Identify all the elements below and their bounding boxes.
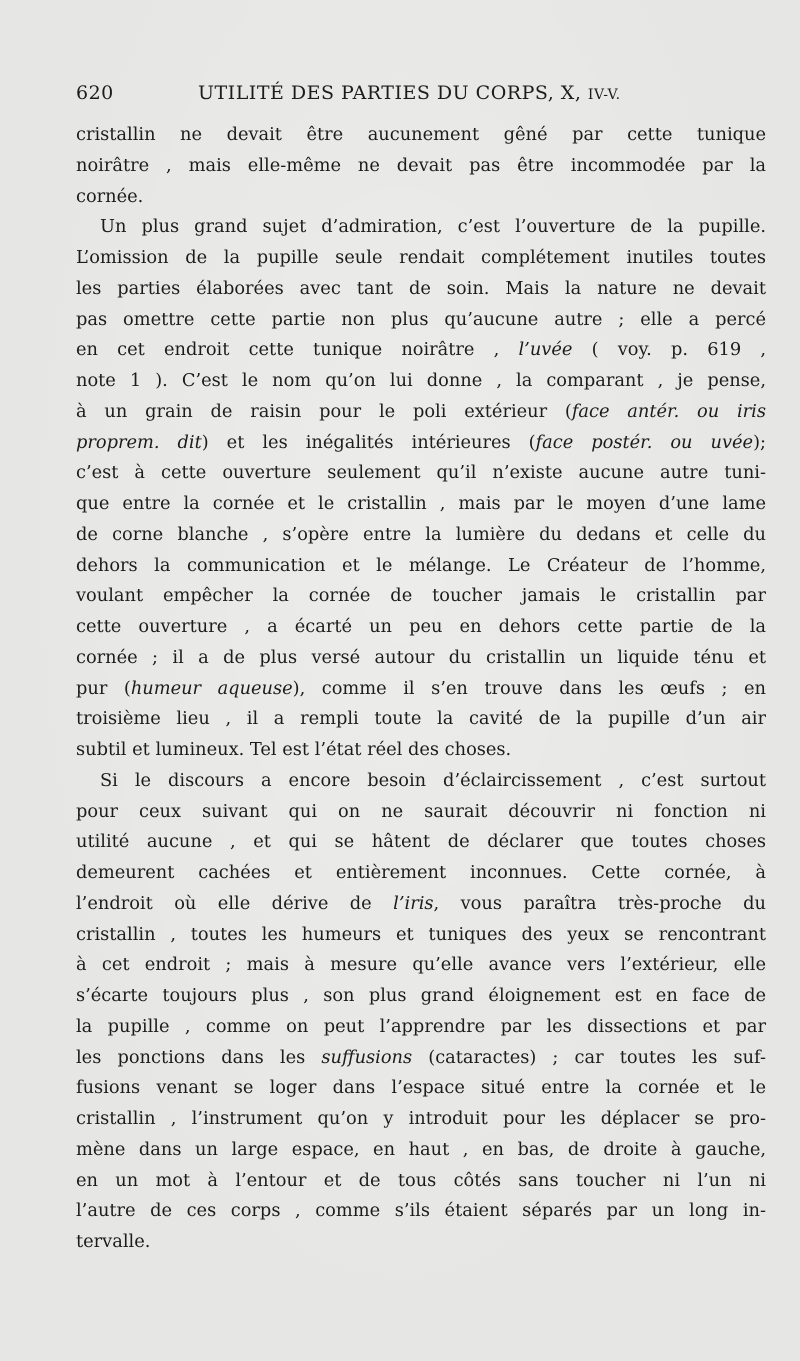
text-line: [76, 335, 766, 366]
text-segment: pas omettre cette partie non plus qu’aucune autre ; elle a percé: [76, 308, 766, 330]
text-segment: cristallin , l’instrument qu’on y introduit pour les déplacer se pro-: [76, 1108, 766, 1129]
text-line: [76, 827, 766, 858]
text-segment: ) et les inégalités intérieures (: [201, 431, 536, 453]
text-segment: demeurent cachées et entièrement inconnues. Cette cornée, à: [76, 862, 766, 883]
text-segment: L’omission de la pupille seule rendait complétement inutiles toutes: [76, 247, 766, 268]
text-line: [76, 182, 766, 213]
text-segment: , vous paraîtra très-proche du: [433, 892, 767, 914]
text-line: [76, 1196, 766, 1227]
text-segment: subtil et lumineux. Tel est l’état réel des choses.: [76, 739, 512, 760]
text-line: [76, 858, 766, 889]
text-line: [76, 735, 766, 766]
text-line: [76, 243, 766, 274]
text-line: [76, 1166, 766, 1197]
text-line: [76, 612, 766, 643]
text-segment: à un grain de raisin pour le poli extérieur (: [76, 400, 572, 422]
italic-term: l’uvée: [518, 339, 573, 361]
text-segment: en un mot à l’entour et de tous côtés sans toucher ni l’un ni: [76, 1169, 766, 1191]
text-line: [76, 1227, 766, 1258]
text-segment: cette ouverture , a écarté un peu en dehors cette partie de la: [76, 616, 766, 637]
text-line: [76, 674, 766, 705]
text-segment: );: [753, 431, 766, 453]
text-segment: note 1 ). C’est le nom qu’on lui donne , la comparant , je pense,: [76, 370, 766, 391]
text-line: [76, 1135, 766, 1166]
text-segment: pur (: [76, 677, 131, 699]
text-segment: c’est à cette ouverture seulement qu’il n’existe aucune autre tuni-: [76, 462, 766, 484]
text-line: [76, 1012, 766, 1043]
text-line: [76, 489, 766, 520]
text-line: [76, 797, 766, 828]
text-segment: cornée ; il a de plus versé autour du cristallin un liquide ténu et: [76, 646, 766, 668]
text-line: [76, 305, 766, 336]
text-segment: ( voy. p. 619 ,: [572, 339, 766, 361]
text-line: [76, 581, 766, 612]
text-line: [76, 1073, 766, 1104]
text-segment: les parties élaborées avec tant de soin. Mais la nature ne devait: [76, 277, 766, 299]
text-line: [76, 950, 766, 981]
text-segment: tervalle.: [76, 1231, 151, 1252]
italic-term: l’iris: [393, 892, 434, 914]
text-line: [76, 551, 766, 582]
italic-term: suffusions: [321, 1046, 413, 1068]
text-segment: dehors la communication et le mélange. Le Créateur de l’homme,: [76, 554, 766, 576]
text-line: [76, 366, 766, 397]
italic-term: proprem. dit: [76, 431, 202, 453]
text-segment: mène dans un large espace, en haut , en bas, de droite à gauche,: [76, 1138, 766, 1160]
body-text: [76, 120, 766, 1258]
text-segment: (cataractes) ; car toutes les suf-: [412, 1046, 766, 1068]
text-segment: utilité aucune , et qui se hâtent de déclarer que toutes choses: [76, 831, 766, 853]
text-segment: de corne blanche , s’opère entre la lumière du dedans et celle du: [76, 523, 766, 545]
text-line: [76, 766, 766, 797]
text-segment: troisième lieu , il a rempli toute la cavité de la pupille d’un air: [76, 708, 766, 730]
italic-term: face postér. ou uvée: [535, 431, 754, 453]
text-segment: voulant empêcher la cornée de toucher jamais le cristallin par: [76, 585, 766, 607]
text-line: [76, 520, 766, 551]
text-line: [76, 212, 766, 243]
text-line: [76, 704, 766, 735]
text-segment: l’endroit où elle dérive de: [76, 892, 394, 914]
text-segment: s’écarte toujours plus , son plus grand éloignement est en face de: [76, 985, 766, 1006]
italic-term: face antér. ou iris: [571, 400, 766, 422]
running-title-section: IV-V.: [587, 87, 621, 103]
running-title: [198, 82, 621, 104]
text-segment: Un plus grand sujet d’admiration, c’est l’ouverture de la pupille.: [100, 216, 766, 238]
text-segment: cornée.: [76, 185, 144, 207]
text-segment: que entre la cornée et le cristallin , mais par le moyen d’une lame: [76, 493, 766, 514]
text-segment: Si le discours a encore besoin d’éclaircissement , c’est surtout: [100, 769, 766, 791]
text-line: [76, 1043, 766, 1074]
text-line: [76, 643, 766, 674]
text-line: [76, 397, 766, 428]
text-segment: pour ceux suivant qui on ne saurait découvrir ni fonction ni: [76, 800, 766, 822]
text-segment: l’autre de ces corps , comme s’ils étaient séparés par un long in-: [76, 1200, 766, 1222]
italic-term: humeur aqueuse: [130, 677, 293, 699]
text-segment: la pupille , comme on peut l’apprendre par les dissections et par: [76, 1015, 766, 1037]
running-header: [76, 82, 726, 112]
text-line: [76, 458, 766, 489]
text-line: [76, 981, 766, 1012]
text-segment: fusions venant se loger dans l’espace situé entre la cornée et le: [76, 1077, 766, 1099]
text-segment: noirâtre , mais elle-même ne devait pas être incommodée par la: [76, 154, 766, 176]
text-segment: à cet endroit ; mais à mesure qu’elle avance vers l’extérieur, elle: [76, 954, 766, 976]
text-line: [76, 151, 766, 182]
text-segment: cristallin , toutes les humeurs et tuniques des yeux se rencontrant: [76, 923, 766, 945]
page-number: 620: [76, 82, 114, 104]
text-line: [76, 428, 766, 459]
text-line: [76, 120, 766, 151]
text-line: [76, 1104, 766, 1135]
text-segment: ), comme il s’en trouve dans les œufs ; en: [292, 677, 766, 699]
text-segment: en cet endroit cette tunique noirâtre ,: [76, 339, 519, 361]
running-title-text: UTILITÉ DES PARTIES DU CORPS, X,: [198, 82, 582, 104]
text-segment: cristallin ne devait être aucunement gêné par cette tunique: [76, 124, 766, 145]
text-line: [76, 920, 766, 951]
text-segment: les ponctions dans les: [76, 1046, 322, 1068]
text-line: [76, 274, 766, 305]
text-line: [76, 889, 766, 920]
